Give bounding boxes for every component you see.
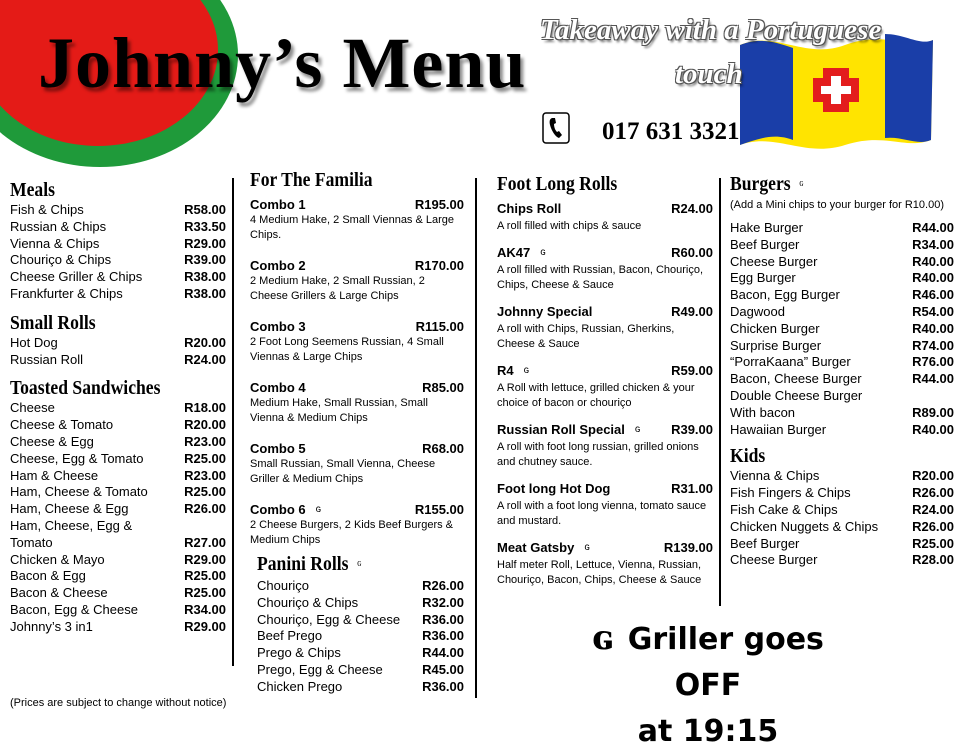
griller-icon: ɢ xyxy=(357,558,362,569)
item-name: Russian Roll xyxy=(10,351,83,367)
item-price: R26.00 xyxy=(912,485,954,501)
item-name: Chouriço xyxy=(257,578,310,593)
entry-header xyxy=(497,362,713,379)
menu-item-row xyxy=(10,335,226,352)
column-4 xyxy=(730,172,954,569)
menu-item-row xyxy=(10,252,226,269)
menu-entry xyxy=(250,196,464,243)
item-price: R155.00 xyxy=(414,502,464,517)
entry-header xyxy=(250,440,464,457)
item-name: Combo 1 xyxy=(250,197,306,212)
menu-item-row xyxy=(730,220,954,237)
panini-title-text: Panini Rolls xyxy=(257,553,349,575)
item-price: R28.00 xyxy=(912,552,954,568)
item-name: Ham, Cheese & Tomato xyxy=(10,484,148,500)
item-description: A roll filled with Russian, Bacon, Chouriço, Chips, Cheese & Sauce xyxy=(497,264,704,291)
item-name: Vienna & Chips xyxy=(10,235,100,251)
item-price: R76.00 xyxy=(912,354,954,370)
entry-header xyxy=(250,318,464,335)
item-name: Cheese & Tomato xyxy=(10,417,114,433)
griller-notice-line-1: Griller goes OFF xyxy=(627,622,824,703)
section-title-foot-long-rolls: Foot Long Rolls xyxy=(497,173,618,195)
menu-item-row xyxy=(10,484,226,501)
menu-item-row xyxy=(10,568,226,585)
item-price: R139.00 xyxy=(663,540,713,555)
item-price: R20.00 xyxy=(912,468,954,484)
item-name: Cheese xyxy=(10,400,55,416)
item-name: Vienna & Chips xyxy=(730,468,820,484)
menu-item-row xyxy=(730,536,954,553)
menu-item-row xyxy=(10,219,226,236)
section-title-toasted-sandwiches: Toasted Sandwiches xyxy=(10,377,161,400)
item-name: Double Cheese Burger xyxy=(730,387,863,403)
menu-item-row xyxy=(730,405,954,422)
entry-header xyxy=(497,303,713,320)
item-price: R34.00 xyxy=(184,601,226,617)
menu-entry xyxy=(250,257,464,304)
item-name: R4 xyxy=(497,363,514,378)
menu-item-row xyxy=(730,338,954,355)
menu-item-row xyxy=(730,254,954,271)
item-price: R85.00 xyxy=(422,380,464,395)
menu-item-row xyxy=(10,417,226,434)
item-name: Ham & Cheese xyxy=(10,467,99,483)
item-price: R40.00 xyxy=(912,270,954,286)
item-price: R89.00 xyxy=(912,404,954,420)
item-price: R44.00 xyxy=(912,371,954,387)
menu-entry xyxy=(497,244,713,293)
menu-item-row xyxy=(10,400,226,417)
kids-list xyxy=(730,468,954,569)
menu-item-row xyxy=(10,434,226,451)
item-name: Chouriço & Chips xyxy=(257,594,359,610)
item-description: A roll with foot long russian, grilled onions and chutney sauce. xyxy=(497,441,699,468)
item-price: R24.00 xyxy=(184,351,226,367)
item-price: R68.00 xyxy=(422,441,464,456)
menu-item-row xyxy=(10,585,226,602)
item-name: Bacon, Cheese Burger xyxy=(730,371,862,387)
item-price: R26.00 xyxy=(184,501,226,517)
column-3 xyxy=(497,172,713,588)
menu-entry xyxy=(497,480,713,529)
item-name: Chicken & Mayo xyxy=(10,551,105,567)
item-price: R24.00 xyxy=(912,501,954,517)
item-price: R25.00 xyxy=(184,484,226,500)
item-name: Cheese, Egg & Tomato xyxy=(10,450,144,466)
foot-long-rolls-list xyxy=(497,200,713,588)
item-price: R74.00 xyxy=(912,337,954,353)
menu-item-row xyxy=(730,304,954,321)
item-name: Cheese Burger xyxy=(730,253,818,269)
item-name: Combo 3 xyxy=(250,319,306,334)
item-name: “PorraKaana” Burger xyxy=(730,354,851,370)
menu-item-row xyxy=(10,352,226,369)
item-price: R31.00 xyxy=(671,481,713,496)
item-name: Egg Burger xyxy=(730,270,796,286)
menu-entry xyxy=(497,362,713,411)
menu-item-row xyxy=(730,468,954,485)
item-name: Combo 4 xyxy=(250,380,306,395)
item-name: Surprise Burger xyxy=(730,337,822,353)
menu-item-row xyxy=(730,270,954,287)
menu-entry xyxy=(250,379,464,426)
item-name: Russian & Chips xyxy=(10,218,107,234)
menu-entry xyxy=(497,539,713,588)
menu-item-row xyxy=(10,451,226,468)
item-name: Chicken Nuggets & Chips xyxy=(730,518,879,534)
item-description: 2 Foot Long Seemens Russian, 4 Small Viennas & Large Chips xyxy=(250,336,444,363)
tagline-line-2: touch xyxy=(675,58,743,90)
menu-item-row xyxy=(10,269,226,286)
item-name: With bacon xyxy=(730,404,796,420)
menu-item-row xyxy=(257,578,464,595)
griller-icon: ɢ xyxy=(634,424,641,435)
item-price: R29.00 xyxy=(184,618,226,634)
menu-item-row xyxy=(730,519,954,536)
menu-item-row xyxy=(10,468,226,485)
menu-item-row xyxy=(257,628,464,645)
item-price: R45.00 xyxy=(422,661,464,677)
menu-item-row xyxy=(10,518,226,552)
menu-item-row xyxy=(730,354,954,371)
item-price: R115.00 xyxy=(415,319,464,334)
griller-icon: ɢ xyxy=(592,618,614,658)
item-description: A roll with a foot long vienna, tomato sauce and mustard. xyxy=(497,500,707,527)
menu-entry xyxy=(250,440,464,487)
menu-entry xyxy=(497,200,713,234)
section-title-kids: Kids xyxy=(730,445,766,468)
burgers-list xyxy=(730,220,954,438)
item-price: R38.00 xyxy=(184,269,226,285)
item-name: Hawaiian Burger xyxy=(730,421,827,437)
item-description: 2 Cheese Burgers, 2 Kids Beef Burgers & Medium Chips xyxy=(250,519,453,546)
item-price: R25.00 xyxy=(184,568,226,584)
item-name: AK47 xyxy=(497,245,531,260)
column-1 xyxy=(10,178,226,636)
item-name: Cheese Griller & Chips xyxy=(10,269,143,285)
griller-icon: ɢ xyxy=(540,247,546,258)
item-price: R25.00 xyxy=(184,585,226,601)
item-price: R29.00 xyxy=(184,551,226,567)
menu-entry xyxy=(250,501,464,548)
item-name: Fish Cake & Chips xyxy=(730,501,838,517)
item-price: R20.00 xyxy=(184,417,226,433)
item-name: Cheese & Egg xyxy=(10,433,94,449)
entry-header xyxy=(497,421,713,438)
price-disclaimer: (Prices are subject to change without notice) xyxy=(10,697,227,709)
item-name: Russian Roll Special xyxy=(497,422,625,437)
column-divider-3 xyxy=(719,178,721,606)
item-price: R44.00 xyxy=(912,220,954,235)
item-price: R39.00 xyxy=(184,252,226,268)
item-description: Small Russian, Small Vienna, Cheese Griller & Medium Chips xyxy=(250,458,436,485)
menu-item-row xyxy=(730,371,954,388)
menu-item-row xyxy=(257,595,464,612)
item-name: Chicken Burger xyxy=(730,320,820,336)
column-divider-1 xyxy=(232,178,234,666)
item-name: Hake Burger xyxy=(730,220,803,235)
menu-item-row xyxy=(730,287,954,304)
menu-item-row xyxy=(10,552,226,569)
familia-combos-list xyxy=(250,196,464,548)
section-title-burgers xyxy=(730,172,927,196)
menu-title: Johnny’s Menu xyxy=(38,23,527,103)
tagline-line-1: Takeaway with a Portuguese xyxy=(540,14,882,46)
item-name: Ham, Cheese, Egg & Tomato xyxy=(10,517,133,550)
item-name: Johnny’s 3 in1 xyxy=(10,618,93,634)
item-price: R60.00 xyxy=(671,245,713,260)
phone-number: 017 631 3321 xyxy=(602,118,740,145)
menu-entry xyxy=(497,303,713,352)
menu-item-row xyxy=(730,485,954,502)
section-title-familia: For The Familia xyxy=(250,169,373,191)
item-description: Medium Hake, Small Russian, Small Vienna & Medium Chips xyxy=(250,397,428,424)
item-price: R23.00 xyxy=(184,467,226,483)
item-price: R44.00 xyxy=(422,645,464,661)
item-price: R40.00 xyxy=(912,253,954,269)
griller-notice xyxy=(558,615,858,755)
item-name: Fish & Chips xyxy=(10,202,84,217)
menu-item-row xyxy=(257,645,464,662)
item-name: Ham, Cheese & Egg xyxy=(10,501,129,517)
item-name: Hot Dog xyxy=(10,334,58,350)
entry-header xyxy=(497,200,713,217)
item-name: Johnny Special xyxy=(497,304,593,319)
entry-header xyxy=(497,480,713,497)
griller-notice-line-2: at 19:15 xyxy=(637,714,779,749)
item-price: R26.00 xyxy=(912,518,954,534)
item-price: R36.00 xyxy=(422,628,464,644)
item-name: Combo 6 xyxy=(250,502,306,517)
section-title-meals: Meals xyxy=(10,179,55,201)
phone-icon xyxy=(542,112,570,144)
item-name: Combo 2 xyxy=(250,258,306,273)
item-description: 4 Medium Hake, 2 Small Viennas & Large Chips. xyxy=(250,214,455,241)
griller-icon: ɢ xyxy=(584,542,590,553)
item-name: Cheese Burger xyxy=(730,552,818,568)
item-description: A roll with Chips, Russian, Gherkins, Cheese & Sauce xyxy=(497,323,675,350)
item-name: Dagwood xyxy=(730,303,785,319)
griller-icon: ɢ xyxy=(523,365,530,376)
item-name: Chips Roll xyxy=(497,201,562,216)
menu-item-row xyxy=(730,388,954,405)
toasted-sandwiches-list xyxy=(10,400,226,635)
item-price: R24.00 xyxy=(671,201,713,216)
item-price: R38.00 xyxy=(184,285,226,301)
item-price: R36.00 xyxy=(422,678,464,694)
item-name: Fish Fingers & Chips xyxy=(730,485,851,501)
item-name: Beef Burger xyxy=(730,535,800,551)
menu-item-row xyxy=(10,202,226,219)
menu-item-row xyxy=(257,662,464,679)
meals-list xyxy=(10,202,226,303)
panini-rolls-list xyxy=(257,578,464,696)
item-price: R26.00 xyxy=(422,578,464,593)
burgers-title-text: Burgers xyxy=(730,173,791,195)
entry-header xyxy=(250,196,464,213)
entry-header xyxy=(250,379,464,396)
item-price: R23.00 xyxy=(184,433,226,449)
tagline xyxy=(540,8,885,96)
entry-header xyxy=(497,539,713,556)
menu-item-row xyxy=(730,321,954,338)
menu-item-row xyxy=(257,612,464,629)
item-price: R39.00 xyxy=(671,422,713,437)
item-price: R49.00 xyxy=(671,304,713,319)
menu-item-row xyxy=(730,502,954,519)
menu-entry xyxy=(250,318,464,365)
burgers-note: (Add a Mini chips to your burger for R10.00) xyxy=(730,199,944,211)
item-name: Foot long Hot Dog xyxy=(497,481,611,496)
item-price: R29.00 xyxy=(184,235,226,251)
item-name: Prego, Egg & Cheese xyxy=(257,661,383,677)
item-name: Beef Burger xyxy=(730,236,800,252)
menu-item-row xyxy=(257,679,464,696)
item-price: R32.00 xyxy=(422,594,464,610)
menu-item-row xyxy=(10,501,226,518)
menu-item-row xyxy=(730,552,954,569)
item-price: R27.00 xyxy=(184,534,226,550)
menu-item-row xyxy=(10,602,226,619)
panini-section xyxy=(257,552,464,696)
section-title-small-rolls: Small Rolls xyxy=(10,311,96,334)
item-name: Prego & Chips xyxy=(257,645,341,661)
item-price: R20.00 xyxy=(184,334,226,350)
small-rolls-list xyxy=(10,335,226,369)
column-divider-2 xyxy=(475,178,477,698)
item-name: Frankfurter & Chips xyxy=(10,285,123,301)
item-description: A Roll with lettuce, grilled chicken & your choice of bacon or chouriço xyxy=(497,382,695,409)
item-price: R40.00 xyxy=(912,421,954,437)
menu-item-row xyxy=(10,286,226,303)
item-price: R195.00 xyxy=(414,197,464,212)
item-price: R170.00 xyxy=(414,258,464,273)
menu-entry xyxy=(497,421,713,470)
item-name: Meat Gatsby xyxy=(497,540,575,555)
item-price: R54.00 xyxy=(912,303,954,319)
item-description: 2 Medium Hake, 2 Small Russian, 2 Cheese Grillers & Large Chips xyxy=(250,275,425,302)
section-title-panini xyxy=(257,552,439,576)
menu-item-row xyxy=(10,236,226,253)
entry-header xyxy=(250,257,464,274)
item-price: R25.00 xyxy=(912,535,954,551)
menu-item-row xyxy=(730,237,954,254)
item-name: Bacon & Cheese xyxy=(10,585,108,601)
menu-item-row xyxy=(730,422,954,439)
item-price: R58.00 xyxy=(184,202,226,217)
item-price: R59.00 xyxy=(671,363,713,378)
column-2 xyxy=(250,168,464,548)
item-name: Bacon, Egg Burger xyxy=(730,287,840,303)
menu-item-row xyxy=(10,619,226,636)
griller-icon: ɢ xyxy=(315,504,322,515)
griller-icon: ɢ xyxy=(799,178,804,189)
item-price: R25.00 xyxy=(184,450,226,466)
item-name: Chicken Prego xyxy=(257,678,343,694)
item-price: R46.00 xyxy=(912,287,954,303)
item-name: Beef Prego xyxy=(257,628,323,644)
item-price: R34.00 xyxy=(912,236,954,252)
item-name: Combo 5 xyxy=(250,441,306,456)
item-price: R33.50 xyxy=(184,218,226,234)
item-price: R36.00 xyxy=(422,611,464,627)
item-description: A roll filled with chips & sauce xyxy=(497,220,642,232)
item-price: R18.00 xyxy=(184,400,226,416)
item-name: Bacon, Egg & Cheese xyxy=(10,601,138,617)
item-name: Chouriço, Egg & Cheese xyxy=(257,611,401,627)
entry-header xyxy=(497,244,713,261)
item-name: Chouriço & Chips xyxy=(10,252,112,268)
item-price: R40.00 xyxy=(912,320,954,336)
item-description: Half meter Roll, Lettuce, Vienna, Russian, Chouriço, Bacon, Chips, Cheese & Sauce xyxy=(497,559,702,586)
entry-header xyxy=(250,501,464,518)
item-name: Bacon & Egg xyxy=(10,568,86,584)
